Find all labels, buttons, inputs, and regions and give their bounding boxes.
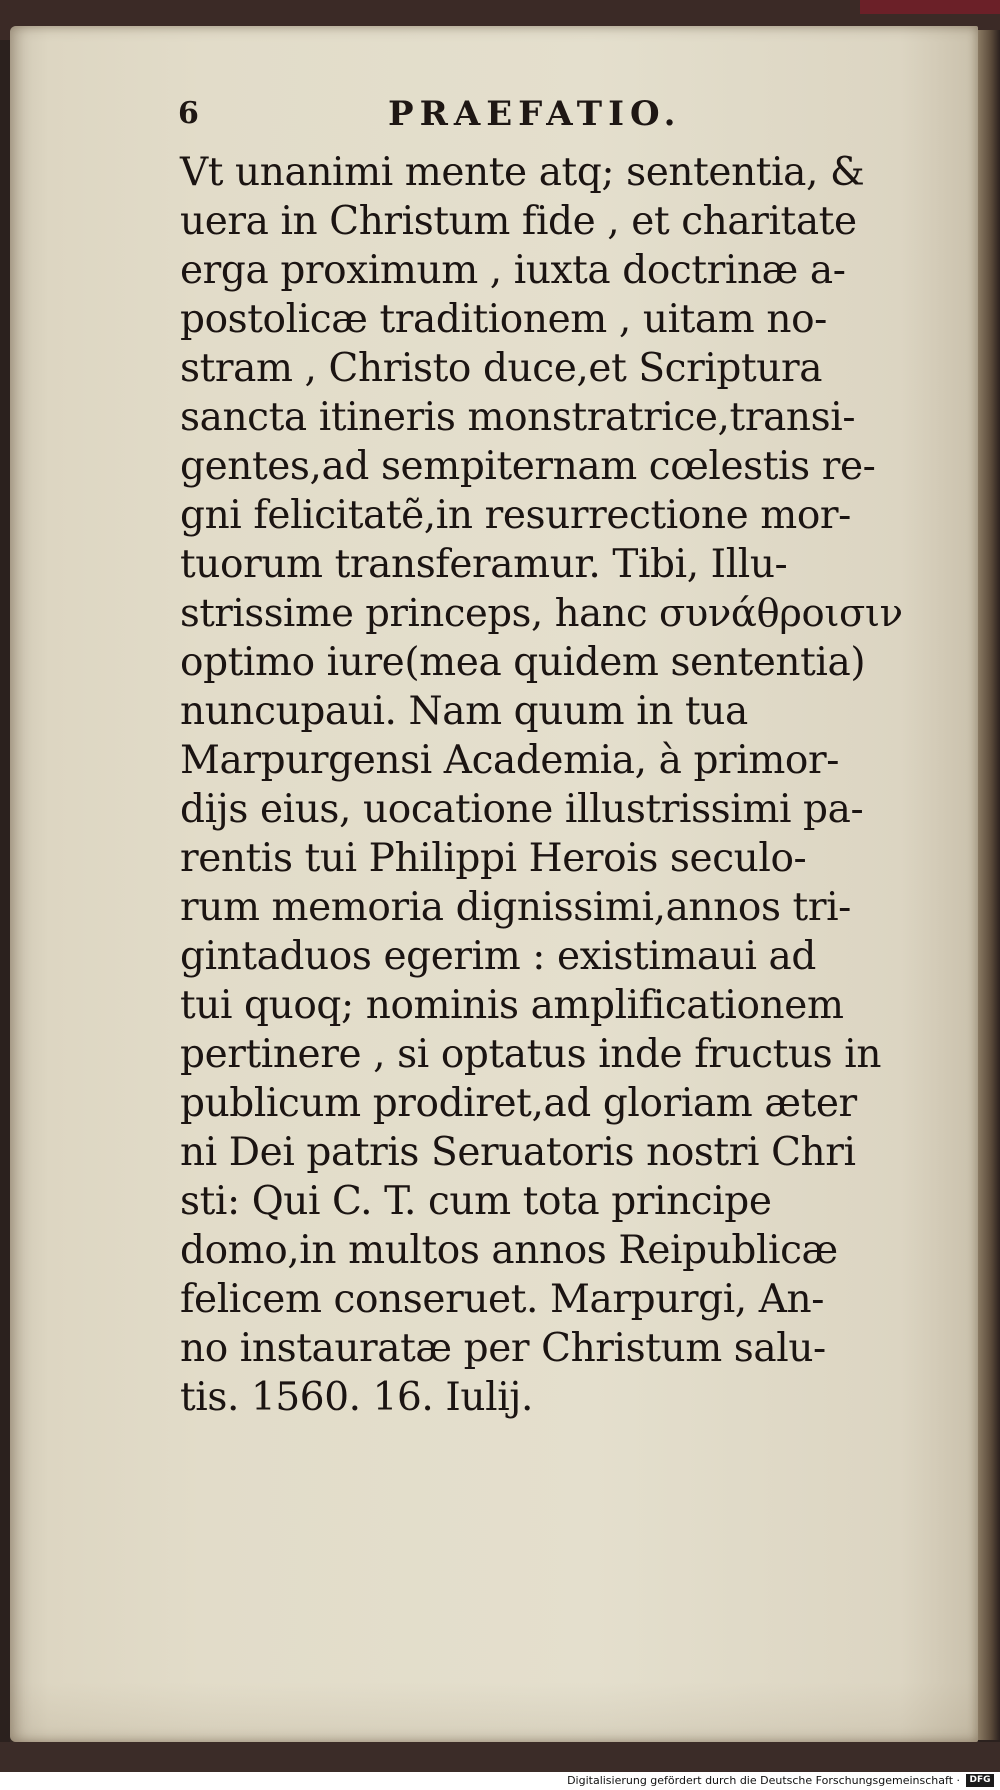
text-line: nuncupaui. Nam quum in tua [180, 689, 748, 734]
text-line: Vt unanimi mente atq; sententia, & [180, 150, 865, 195]
text-line: gintaduos egerim : existimaui ad [180, 934, 816, 979]
text-line: tis. 1560. 16. Iulij. [180, 1375, 533, 1420]
text-line: optimo iure(mea quidem sententia) [180, 640, 866, 685]
text-line: Marpurgensi Academia, à primor- [180, 738, 840, 783]
dfg-logo-icon: DFG [966, 1774, 994, 1787]
book-cover-edge [860, 0, 1000, 14]
text-line: stram , Christo duce,et Scriptura [180, 346, 823, 391]
page-number: 6 [178, 96, 199, 131]
page-header [0, 94, 1000, 144]
text-line: domo,in multos annos Reipublicæ [180, 1228, 838, 1273]
text-line: sancta itineris monstratrice,transi- [180, 395, 856, 440]
text-line: ni Dei patris Seruatoris nostri Chri [180, 1130, 856, 1175]
digitization-footer [0, 1772, 1000, 1790]
text-line: publicum prodiret,ad gloriam æter [180, 1081, 857, 1126]
scan-bottom-border [0, 1742, 1000, 1772]
text-line: rum memoria dignissimi,annos tri- [180, 885, 851, 930]
text-line: tui quoq; nominis amplificationem [180, 983, 844, 1028]
text-line: tuorum transferamur. Tibi, Illu- [180, 542, 788, 587]
body-text [180, 148, 910, 1422]
text-line: gentes,ad sempiternam cœlestis re- [180, 444, 876, 489]
text-line: dijs eius, uocatione illustrissimi pa- [180, 787, 864, 832]
text-line: rentis tui Philippi Herois seculo- [180, 836, 807, 881]
text-line: postolicæ traditionem , uitam no- [180, 297, 827, 342]
text-line: strissime princeps, hanc συνάθροισιν [180, 591, 903, 636]
text-line: pertinere , si optatus inde fructus in [180, 1032, 882, 1077]
funding-credit: Digitalisierung gefördert durch die Deutsche Forschungsgemeinschaft · [567, 1774, 960, 1787]
running-head: PRAEFATIO. [388, 94, 682, 134]
text-line: no instauratæ per Christum salu- [180, 1326, 826, 1371]
text-line: uera in Christum fide , et charitate [180, 199, 857, 244]
text-line: gni felicitatẽ,in resurrectione mor- [180, 493, 851, 538]
page-stack-edge [978, 30, 1000, 1740]
text-line: erga proximum , iuxta doctrinæ a- [180, 248, 846, 293]
text-line: felicem conseruet. Marpurgi, An- [180, 1277, 825, 1322]
text-line: sti: Qui C. T. cum tota principe [180, 1179, 772, 1224]
